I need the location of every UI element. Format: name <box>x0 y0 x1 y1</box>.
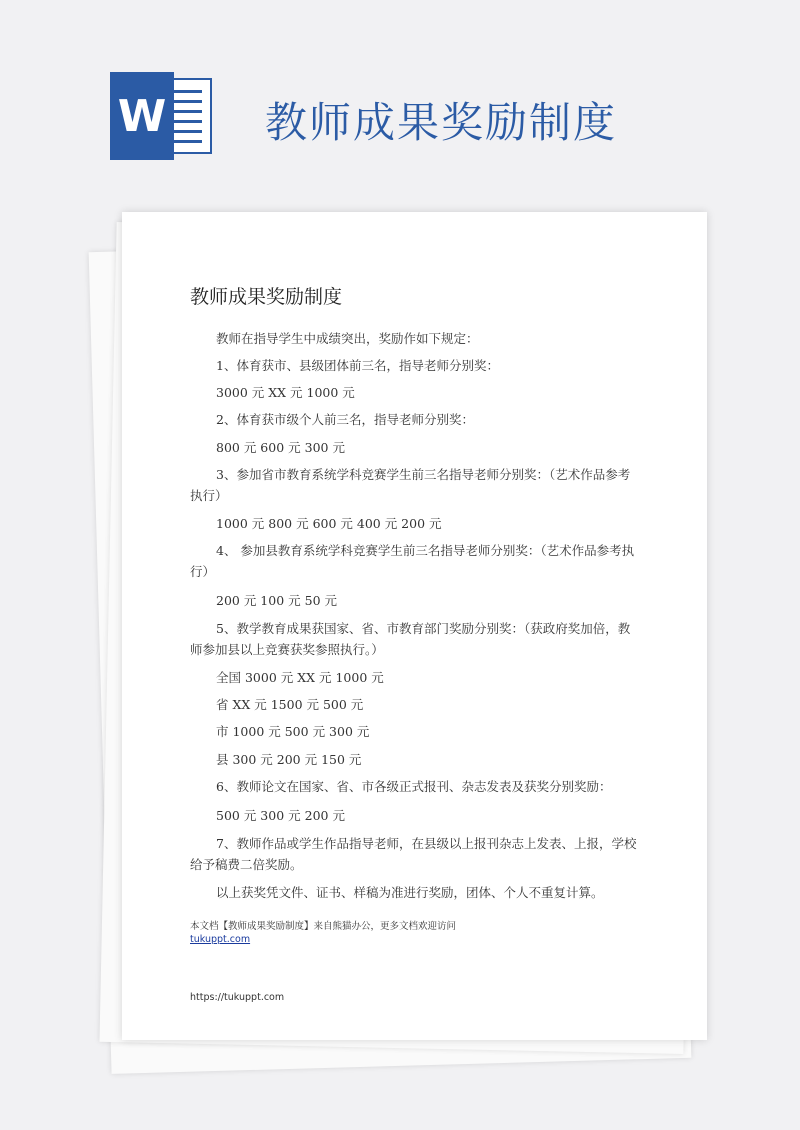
document-page <box>122 212 707 1040</box>
paragraph: 800 元 600 元 300 元 <box>216 440 345 455</box>
paragraph: 以上获奖凭文件、证书、样稿为准进行奖励，团体、个人不重复计算。 <box>216 885 604 900</box>
paragraph: 1000 元 800 元 600 元 400 元 200 元 <box>216 516 442 531</box>
paragraph: 2、体育获市级个人前三名，指导老师分别奖： <box>216 412 474 427</box>
paragraph: 5、教学教育成果获国家、省、市教育部门奖励分别奖：（获政府奖加倍，教师参加县以上竞赛获奖参照执行。） <box>190 621 631 657</box>
paragraph: 市 1000 元 500 元 300 元 <box>216 724 370 739</box>
paragraph: 1、体育获市、县级团体前三名，指导老师分别奖： <box>216 358 499 373</box>
footer-note: 本文档【教师成果奖励制度】来自熊猫办公，更多文档欢迎访问 <box>190 921 457 932</box>
page-url: https://tukuppt.com <box>190 992 285 1003</box>
word-letter-badge: W <box>110 72 174 160</box>
paragraph: 200 元 100 元 50 元 <box>216 593 337 608</box>
paragraph: 7、教师作品或学生作品指导老师，在县级以上报刊杂志上发表、上报，学校给予稿费二倍奖励。 <box>190 836 637 872</box>
paragraph: 3000 元 XX 元 1000 元 <box>216 385 355 400</box>
paragraph: 全国 3000 元 XX 元 1000 元 <box>216 670 384 685</box>
paragraph: 教师在指导学生中成绩突出，奖励作如下规定： <box>216 331 479 346</box>
paragraph: 3、参加省市教育系统学科竞赛学生前三名指导老师分别奖：（艺术作品参考执行） <box>190 467 631 503</box>
footer-link[interactable]: tukuppt.com <box>190 934 251 945</box>
header-title: 教师成果奖励制度 <box>265 98 618 147</box>
word-document-icon <box>110 72 214 160</box>
paragraph: 500 元 300 元 200 元 <box>216 808 345 823</box>
paragraph: 省 XX 元 1500 元 500 元 <box>216 697 364 712</box>
paragraph: 县 300 元 200 元 150 元 <box>216 752 362 767</box>
document-title: 教师成果奖励制度 <box>190 286 343 308</box>
paragraph: 6、教师论文在国家、省、市各级正式报刊、杂志发表及获奖分别奖励： <box>216 779 612 794</box>
paragraph: 4、 参加县教育系统学科竞赛学生前三名指导老师分别奖：（艺术作品参考执行） <box>190 543 635 579</box>
